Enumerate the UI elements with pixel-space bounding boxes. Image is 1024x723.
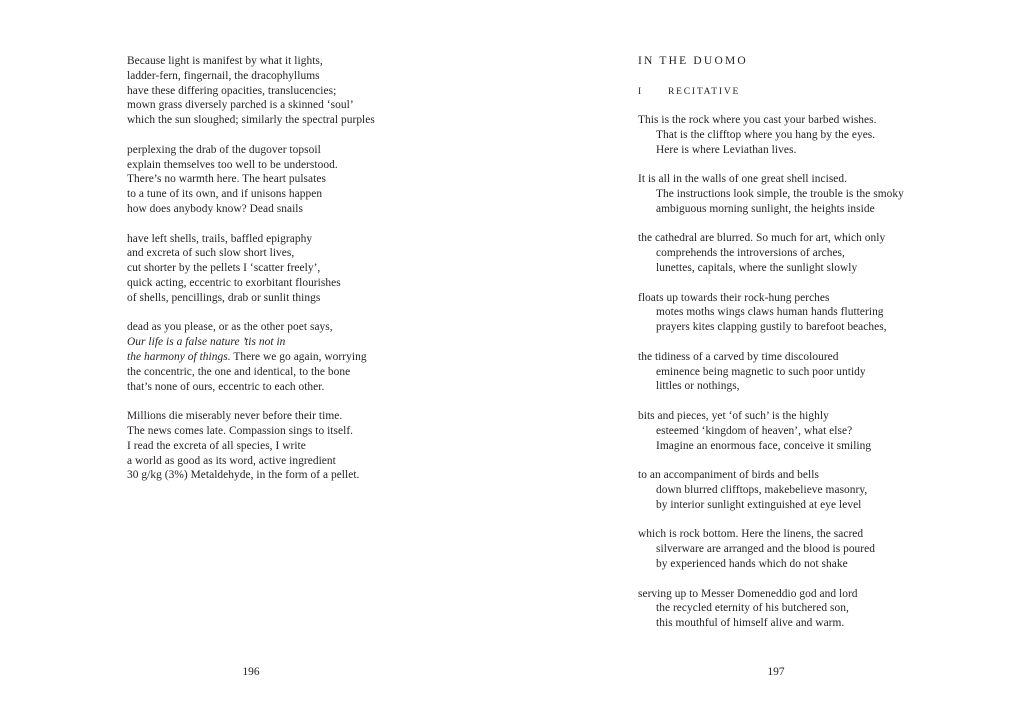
poem-line: to a tune of its own, and if unisons happen — [127, 188, 323, 201]
poem-line: mown grass diversely parched is a skinned ‘soul’ — [127, 99, 354, 112]
poem-line: motes moths wings claws human hands fluttering — [656, 306, 884, 319]
poem-line: and excreta of such slow short lives, — [127, 247, 295, 260]
poem-line: silverware are arranged and the blood is poured — [656, 543, 875, 556]
poem-line: which the sun sloughed; similarly the spectral purples — [127, 114, 375, 127]
quotation-continuation: There we go again, worrying — [230, 350, 367, 363]
section-heading — [638, 87, 740, 97]
poem-line: eminence being magnetic to such poor untidy — [656, 365, 866, 378]
poem-line: bits and pieces, yet ‘of such’ is the highly — [638, 409, 829, 422]
poem-line: The news comes late. Compassion sings to itself. — [127, 424, 354, 437]
poem-line: how does anybody know? Dead snails — [127, 202, 304, 215]
poem-line: the recycled eternity of his butchered son, — [656, 602, 849, 615]
poem-line: the concentric, the one and identical, to the bone — [127, 365, 351, 378]
right-page — [512, 0, 1024, 723]
stanza — [638, 113, 978, 157]
poem-line: by experienced hands which do not shake — [656, 557, 848, 570]
poem-line: Here is where Leviathan lives. — [656, 143, 797, 156]
poem-line: explain themselves too well to be understood. — [127, 158, 338, 171]
poem-line: That is the clifftop where you hang by the eyes. — [656, 128, 876, 141]
poem-line: Imagine an enormous face, conceive it smiling — [656, 439, 872, 452]
stanza — [127, 54, 457, 128]
stanza — [638, 587, 978, 631]
stanza — [638, 231, 978, 275]
poem-line: dead as you please, or as the other poet says, — [127, 321, 333, 334]
poem-line: to an accompaniment of birds and bells — [638, 469, 819, 482]
stanza — [638, 172, 978, 216]
stanza — [127, 320, 457, 394]
poem-line: the cathedral are blurred. So much for art, which only — [638, 232, 886, 245]
poem-line: Millions die miserably never before their time. — [127, 410, 343, 423]
poem-line: esteemed ‘kingdom of heaven’, what else? — [656, 424, 853, 437]
quotation-italic: the harmony of things. — [127, 350, 231, 363]
poem-line-mixed — [127, 350, 457, 365]
poem-line: I read the excreta of all species, I write — [127, 439, 306, 452]
poem-line-italic: Our life is a false nature ’tis not in — [127, 336, 286, 349]
poem-line: quick acting, eccentric to exorbitant flourishes — [127, 276, 341, 289]
stanza — [127, 409, 457, 483]
stanza — [127, 232, 457, 306]
poem-line: floats up towards their rock-hung perches — [638, 291, 830, 304]
stanza — [638, 291, 978, 335]
page-number: 196 — [242, 666, 260, 678]
poem-line: that’s none of ours, eccentric to each other. — [127, 380, 325, 393]
poem-line: have these differing opacities, translucencies; — [127, 84, 337, 97]
page-number: 197 — [767, 666, 785, 678]
poem-line: This is the rock where you cast your barbed wishes. — [638, 114, 877, 126]
poem-line: It is all in the walls of one great shell incised. — [638, 173, 848, 186]
poem-line: cut shorter by the pellets I ‘scatter freely’, — [127, 262, 321, 275]
poem-line: serving up to Messer Domeneddio god and lord — [638, 587, 858, 600]
stanza — [638, 468, 978, 512]
poem-line: littles or nothings, — [656, 380, 740, 393]
poem-line: comprehends the introversions of arches, — [656, 247, 845, 260]
poem-line: lunettes, capitals, where the sunlight slowly — [656, 261, 858, 274]
right-poem — [638, 113, 978, 646]
poem-line: prayers kites clapping gustily to barefoot beaches, — [656, 321, 887, 334]
poem-line: ambiguous morning sunlight, the heights inside — [656, 202, 875, 215]
poem-line: ladder-fern, fingernail, the dracophyllums — [127, 69, 320, 82]
stanza — [638, 350, 978, 394]
poem-line: this mouthful of himself alive and warm. — [656, 617, 845, 630]
stanza — [638, 409, 978, 453]
poem-line: perplexing the drab of the dugover topsoil — [127, 143, 321, 156]
section-title: RECITATIVE — [668, 87, 741, 97]
poem-line: There’s no warmth here. The heart pulsates — [127, 173, 326, 186]
poem-title: IN THE DUOMO — [638, 55, 748, 67]
poem-line: 30 g/kg (3%) Metaldehyde, in the form of a pellet. — [127, 469, 360, 482]
poem-line: which is rock bottom. Here the linens, the sacred — [638, 528, 864, 541]
left-poem — [127, 54, 457, 498]
stanza — [127, 143, 457, 217]
poem-line: of shells, pencillings, drab or sunlit things — [127, 291, 321, 304]
poem-line: the tidiness of a carved by time discoloured — [638, 350, 839, 363]
poem-line: have left shells, trails, baffled epigraphy — [127, 232, 313, 245]
poem-line: down blurred clifftops, makebelieve masonry, — [656, 483, 868, 496]
poem-line: The instructions look simple, the trouble is the smoky — [656, 187, 904, 200]
poem-line: a world as good as its word, active ingredient — [127, 454, 336, 467]
section-number: I — [638, 87, 643, 97]
poem-line: by interior sunlight extinguished at eye level — [656, 498, 862, 511]
poem-line: Because light is manifest by what it lights, — [127, 55, 323, 67]
stanza — [638, 527, 978, 571]
